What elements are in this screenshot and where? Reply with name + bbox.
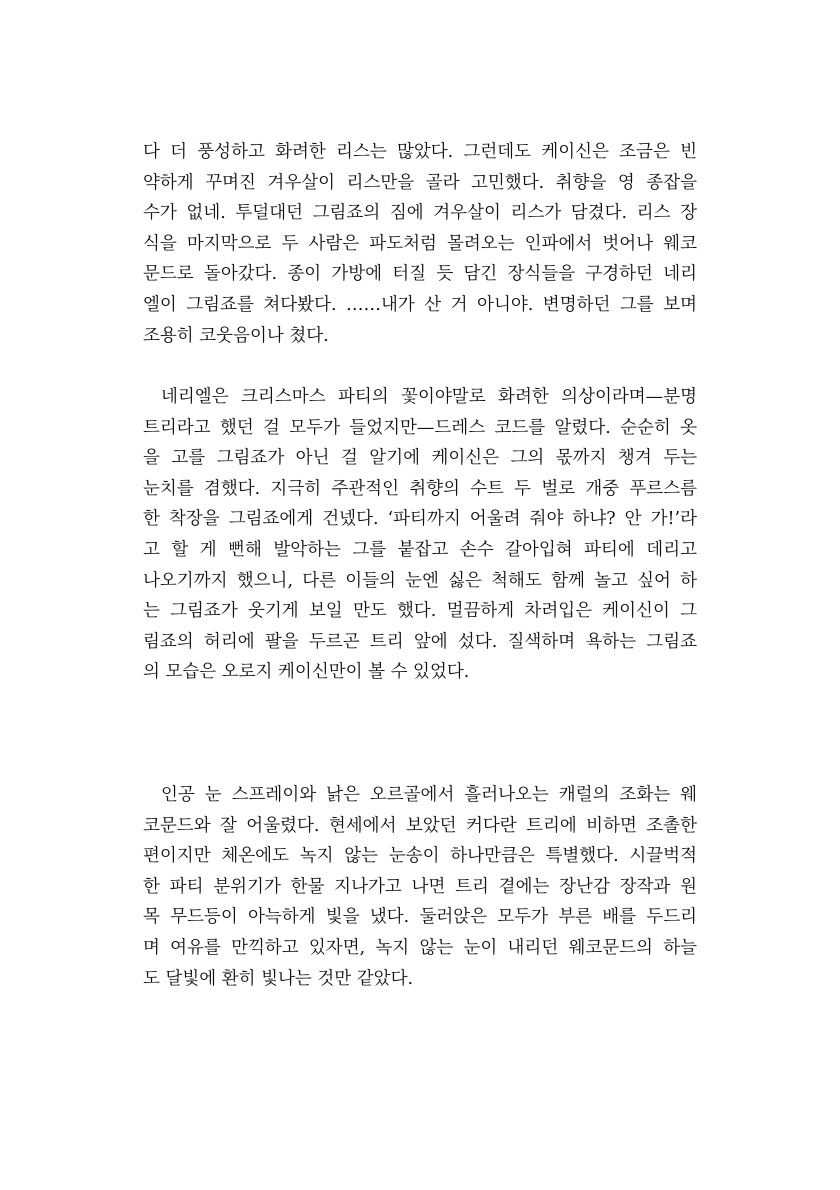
paragraph-line: 목 무드등이 아늑하게 빛을 냈다. 둘러앉은 모두가 부른 배를 두드리 <box>143 907 697 928</box>
paragraph-line: 식을 마지막으로 두 사람은 파도처럼 몰려오는 인파에서 벗어나 웨코 <box>143 233 697 254</box>
paragraph-line: 고 할 게 뻔해 발악하는 그를 붙잡고 손수 갈아입혀 파티에 데리고 <box>143 539 697 560</box>
paragraph-line: 약하게 꾸며진 겨우살이 리스만을 골라 고민했다. 취향을 영 종잡을 <box>143 172 697 193</box>
paragraph-line: 의 모습은 오로지 케이신만이 볼 수 있었다. <box>143 662 470 683</box>
paragraph-line: 눈치를 겸했다. 지극히 주관적인 취향의 수트 두 벌로 개중 푸르스름 <box>143 478 697 499</box>
paragraph-1 <box>143 137 697 351</box>
paragraph-line: 나오기까지 했으니, 다른 이들의 눈엔 싫은 척해도 함께 놀고 싶어 하 <box>143 570 697 591</box>
paragraph-3 <box>143 780 697 994</box>
paragraph-line: 인공 눈 스프레이와 낡은 오르골에서 흘러나오는 캐럴의 조화는 웨 <box>161 785 697 805</box>
paragraph-line: 을 고를 그림죠가 아닌 걸 알기에 케이신은 그의 몫까지 챙겨 두는 <box>143 448 697 469</box>
paragraph-line: 는 그림죠가 웃기게 보일 만도 했다. 멀끔하게 차려입은 케이신이 그 <box>143 601 697 622</box>
paragraph-line: 편이지만 체온에도 녹지 않는 눈송이 하나만큼은 특별했다. 시끌벅적 <box>143 846 697 867</box>
paragraph-line: 다 더 풍성하고 화려한 리스는 많았다. 그런데도 케이신은 조금은 빈 <box>143 142 697 162</box>
paragraph-line: 한 파티 분위기가 한물 지나가고 나면 트리 곁에는 장난감 장작과 원 <box>143 876 697 897</box>
paragraph-line: 한 착장을 그림죠에게 건넸다. ‘파티까지 어울려 줘야 하냐? 안 가!’라 <box>143 509 697 530</box>
paragraph-line: 문드로 돌아갔다. 종이 가방에 터질 듯 담긴 장식들을 구경하던 네리 <box>143 264 697 285</box>
paragraph-line: 림죠의 허리에 팔을 두르곤 트리 앞에 섰다. 질색하며 욕하는 그림죠 <box>143 631 697 652</box>
paragraph-line: 도 달빛에 환히 빛나는 것만 같았다. <box>143 968 414 989</box>
paragraph-line: 엘이 그림죠를 쳐다봤다. ……내가 산 거 아니야. 변명하던 그를 보며 <box>143 294 697 315</box>
paragraph-line: 트리라고 했던 걸 모두가 들었지만—드레스 코드를 알렸다. 순순히 옷 <box>143 417 697 438</box>
paragraph-line: 조용히 코웃음이나 쳤다. <box>143 325 329 346</box>
paragraph-2 <box>143 382 697 688</box>
paragraph-line: 코문드와 잘 어울렸다. 현세에서 보았던 커다란 트리에 비하면 조촐한 <box>143 815 697 836</box>
paragraph-line: 며 여유를 만끽하고 있자면, 녹지 않는 눈이 내리던 웨코문드의 하늘 <box>143 937 697 958</box>
paragraph-line: 수가 없네. 투덜대던 그림죠의 짐에 겨우살이 리스가 담겼다. 리스 장 <box>143 203 697 224</box>
paragraph-line: 네리엘은 크리스마스 파티의 꽃이야말로 화려한 의상이라며—분명 <box>161 387 697 407</box>
